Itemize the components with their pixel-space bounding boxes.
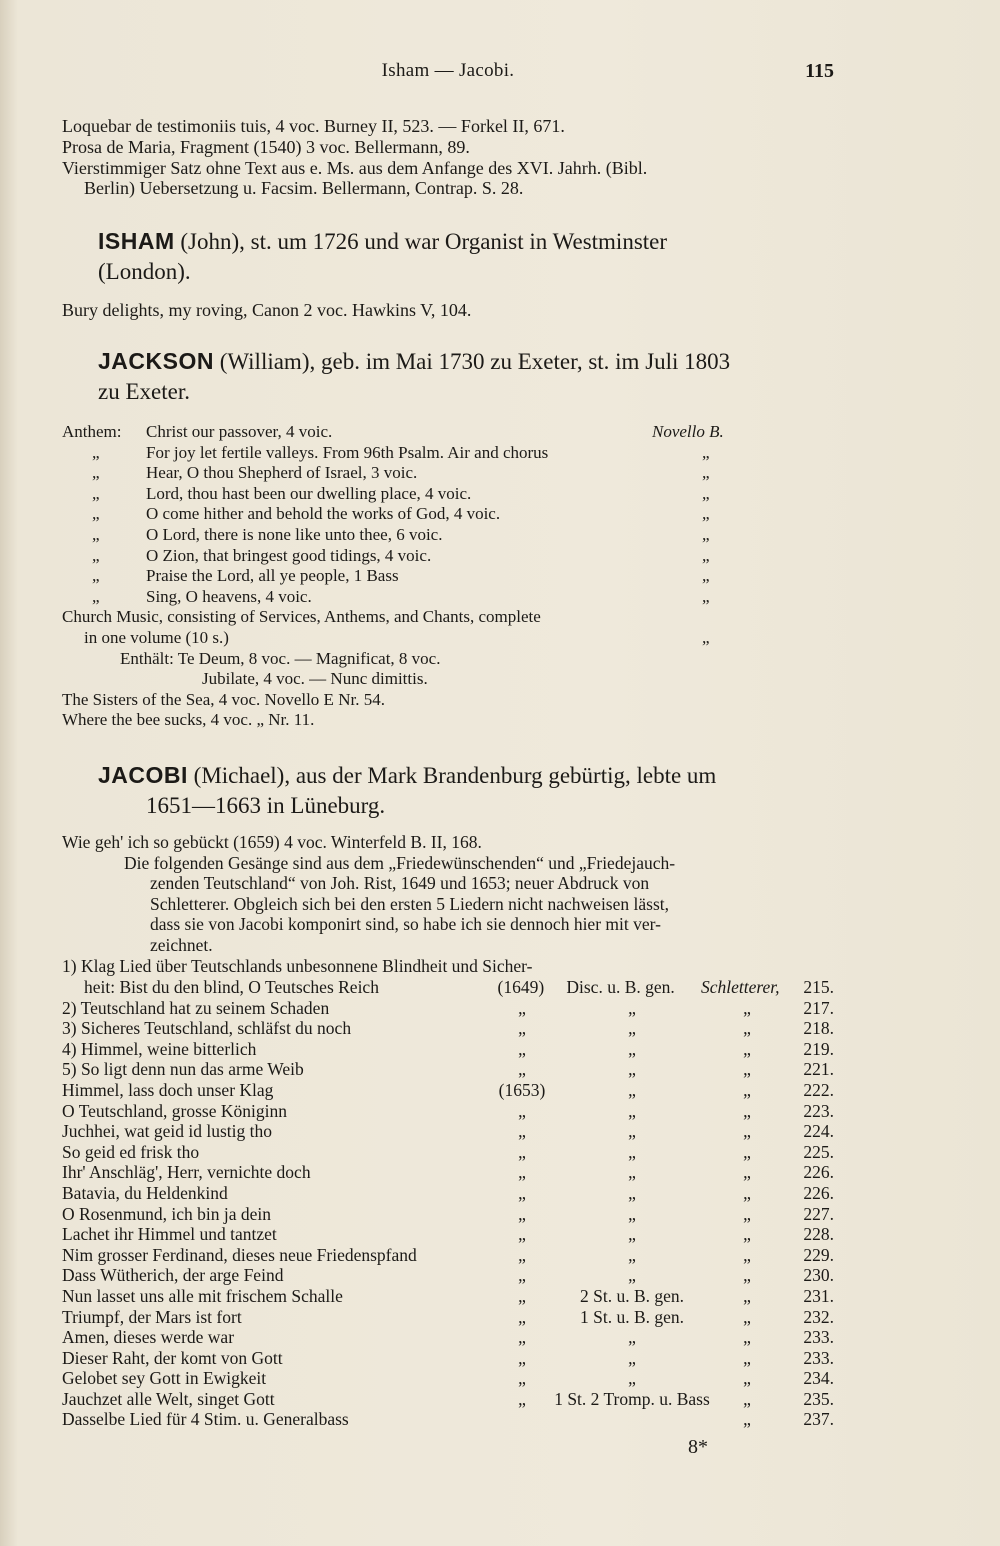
song-title: O Rosenmund, ich bin ja dein xyxy=(62,1203,272,1224)
song-year: „ xyxy=(518,1244,526,1265)
anthem-title: For joy let fertile valleys. From 96th Psalm. Air and chorus xyxy=(146,442,549,462)
list-item xyxy=(62,628,762,649)
song-voices: „ xyxy=(628,1203,636,1224)
song-title: Lachet ihr Himmel und tantzet xyxy=(62,1224,277,1245)
table-row xyxy=(62,1121,834,1142)
church-music-line: Church Music, consisting of Services, Anthems, and Chants, complete xyxy=(62,607,541,627)
song-voices: „ xyxy=(628,1224,636,1245)
table-row xyxy=(62,1162,834,1183)
anthem-lead: „ xyxy=(92,483,100,503)
table-row xyxy=(62,1245,834,1266)
song-page: 221. xyxy=(803,1059,834,1080)
song-title: So geid ed frisk tho xyxy=(62,1141,200,1162)
song-page: 224. xyxy=(803,1121,834,1142)
entry-heading xyxy=(98,346,834,377)
song-edition: „ xyxy=(743,1306,751,1327)
song-page: 223. xyxy=(803,1100,834,1121)
text-line: Loquebar de testimoniis tuis, 4 voc. Burney II, 523. — Forkel II, 671. xyxy=(62,116,565,136)
note-line: zeichnet. xyxy=(150,934,213,955)
note-line: zenden Teutschland“ von Joh. Rist, 1649 und 1653; neuer Abdruck von xyxy=(150,873,650,894)
work-line: Bury delights, my roving, Canon 2 voc. Hawkins V, 104. xyxy=(62,300,472,320)
jackson-entry xyxy=(98,346,834,407)
song-year: „ xyxy=(518,1162,526,1183)
table-row xyxy=(62,1224,834,1245)
entry-heading-line: (John), st. um 1726 und war Organist in Westminster xyxy=(180,229,668,254)
song-year: „ xyxy=(518,1182,526,1203)
entry-heading-continuation: (London). xyxy=(98,259,191,284)
table-row xyxy=(62,1409,834,1430)
list-item xyxy=(62,607,762,628)
song-edition: „ xyxy=(743,1327,751,1348)
song-page: 219. xyxy=(803,1038,834,1059)
table-row xyxy=(62,1080,834,1101)
song-voices: 1 St. 2 Tromp. u. Bass xyxy=(554,1388,710,1409)
song-page: 215. xyxy=(803,977,835,997)
list-item xyxy=(62,504,762,525)
song-year: „ xyxy=(518,997,526,1018)
song-year: „ xyxy=(518,1388,526,1409)
running-header xyxy=(62,60,834,88)
song-voices: „ xyxy=(628,1079,636,1100)
song-year xyxy=(492,1409,552,1430)
song-voices: „ xyxy=(628,1244,636,1265)
table-row xyxy=(62,1204,834,1225)
list-item xyxy=(62,546,762,567)
list-item xyxy=(62,710,762,731)
jacobi-entry xyxy=(98,760,834,821)
table-row xyxy=(62,1265,834,1286)
work-line: The Sisters of the Sea, 4 voc. Novello E Nr. 54. xyxy=(62,689,385,709)
song-title: Dasselbe Lied für 4 Stim. u. Generalbass xyxy=(62,1409,349,1430)
song-title: 4) Himmel, weine bitterlich xyxy=(62,1038,257,1059)
anthem-title: O come hither and behold the works of God, 4 voic. xyxy=(146,504,501,524)
song-edition: „ xyxy=(743,1141,751,1162)
table-row xyxy=(62,1327,834,1348)
entry-heading-line: (Michael), aus der Mark Brandenburg gebürtig, lebte um xyxy=(193,763,717,788)
table-row xyxy=(62,1368,834,1389)
list-item xyxy=(62,443,762,464)
entry-heading-line: (William), geb. im Mai 1730 zu Exeter, st. im Juli 1803 xyxy=(219,349,731,374)
table-row xyxy=(62,998,834,1019)
song-title: Amen, dieses werde war xyxy=(62,1327,235,1348)
table-row xyxy=(62,977,834,998)
song-edition: „ xyxy=(743,1224,751,1245)
running-title: Isham — Jacobi. xyxy=(381,60,515,81)
list-item xyxy=(62,649,762,670)
song-title: Nim grosser Ferdinand, dieses neue Friedenspfand xyxy=(62,1244,417,1265)
song-page: 226. xyxy=(803,1162,834,1183)
song-page: 228. xyxy=(803,1224,834,1245)
song-title: Juchhei, wat geid id lustig tho xyxy=(62,1121,272,1142)
song-voices: „ xyxy=(628,1265,636,1286)
anthem-publisher: „ xyxy=(702,463,710,483)
song-year: „ xyxy=(518,1347,526,1368)
song-title: Dieser Raht, der komt von Gott xyxy=(62,1347,283,1368)
song-year: „ xyxy=(518,1018,526,1039)
table-row xyxy=(62,1286,834,1307)
anthem-publisher: „ xyxy=(702,566,710,586)
entry-name: JACKSON xyxy=(98,348,214,374)
song-page: 234. xyxy=(803,1368,834,1389)
table-row xyxy=(62,1059,834,1080)
signature-mark: 8* xyxy=(688,1436,708,1458)
song-edition: „ xyxy=(743,1244,751,1265)
church-music-publisher: „ xyxy=(702,627,710,647)
entry-heading xyxy=(98,226,834,257)
song-year: (1649) xyxy=(497,977,545,997)
song-title: heit: Bist du den blind, O Teutsches Reich xyxy=(84,977,379,997)
jacobi-notes xyxy=(62,832,834,976)
song-title: Jauchzet alle Welt, singet Gott xyxy=(62,1388,275,1409)
song-title: Dass Wütherich, der arge Feind xyxy=(62,1265,284,1286)
song-page: 217. xyxy=(803,997,834,1018)
song-edition: „ xyxy=(743,1018,751,1039)
song-voices: „ xyxy=(628,1368,636,1389)
table-row xyxy=(62,1101,834,1122)
song-edition: „ xyxy=(743,1388,751,1409)
table-row xyxy=(62,1142,834,1163)
song-voices xyxy=(552,1409,712,1430)
anthem-lead: „ xyxy=(92,545,100,565)
song-edition: Schletterer, xyxy=(700,977,780,997)
anthem-title: Christ our passover, 4 voic. xyxy=(146,422,333,441)
table-row xyxy=(62,1183,834,1204)
song-year: „ xyxy=(518,1203,526,1224)
jacobi-song-table xyxy=(62,977,834,1430)
song-edition: „ xyxy=(743,1100,751,1121)
song-edition: „ xyxy=(743,1162,751,1183)
song-voices: 2 St. u. B. gen. xyxy=(579,1285,685,1306)
song-edition: „ xyxy=(743,1038,751,1059)
song-voices: Disc. u. B. gen. xyxy=(566,977,675,997)
song-year: „ xyxy=(518,1224,526,1245)
song-page: 233. xyxy=(803,1347,834,1368)
table-row xyxy=(62,1389,834,1410)
table-row xyxy=(62,1039,834,1060)
table-row xyxy=(62,1307,834,1328)
entry-heading-continuation: zu Exeter. xyxy=(98,379,190,404)
note-line: dass sie von Jacobi komponirt sind, so habe ich sie dennoch hier mit ver- xyxy=(150,914,661,935)
anthem-title: Hear, O thou Shepherd of Israel, 3 voic. xyxy=(146,463,418,483)
song-line: 1) Klag Lied über Teutschlands unbesonnene Blindheit und Sicher- xyxy=(62,955,533,976)
song-title: Gelobet sey Gott in Ewigkeit xyxy=(62,1368,267,1389)
song-edition: „ xyxy=(743,1121,751,1142)
anthem-publisher: „ xyxy=(702,483,710,503)
text-line: Vierstimmiger Satz ohne Text aus e. Ms. aus dem Anfange des XVI. Jahrh. (Bibl. xyxy=(62,157,648,178)
song-page: 237. xyxy=(803,1409,834,1430)
song-voices: „ xyxy=(628,1100,636,1121)
song-page: 229. xyxy=(803,1244,834,1265)
song-year: „ xyxy=(518,1059,526,1080)
song-year: „ xyxy=(518,1121,526,1142)
song-title: Ihr' Anschläg', Herr, vernichte doch xyxy=(62,1162,311,1183)
song-title: Triumpf, der Mars ist fort xyxy=(62,1306,242,1327)
song-page: 226. xyxy=(803,1182,834,1203)
song-voices: „ xyxy=(628,1347,636,1368)
entry-name: ISHAM xyxy=(98,228,175,254)
anthem-title: O Zion, that bringest good tidings, 4 voic. xyxy=(146,545,432,565)
anthem-lead: „ xyxy=(92,504,100,524)
song-page: 222. xyxy=(803,1079,834,1100)
table-row xyxy=(62,1348,834,1369)
song-title: O Teutschland, grosse Königinn xyxy=(62,1100,287,1121)
song-edition: „ xyxy=(743,1182,751,1203)
contents-line: Jubilate, 4 voc. — Nunc dimittis. xyxy=(202,669,428,689)
song-voices: „ xyxy=(628,1059,636,1080)
song-page: 227. xyxy=(803,1203,834,1224)
song-title: Nun lasset uns alle mit frischem Schalle xyxy=(62,1285,343,1306)
anthem-lead: „ xyxy=(92,586,100,606)
anthem-publisher: Novello B. xyxy=(652,422,724,441)
isham-work xyxy=(62,300,834,321)
song-voices: „ xyxy=(628,997,636,1018)
song-edition: „ xyxy=(743,1285,751,1306)
table-row xyxy=(62,1018,834,1039)
isham-entry xyxy=(98,226,834,287)
song-voices: „ xyxy=(628,1327,636,1348)
list-item xyxy=(62,566,762,587)
anthem-publisher: „ xyxy=(702,586,710,606)
song-page: 235. xyxy=(803,1388,834,1409)
list-item xyxy=(62,422,762,443)
song-year: „ xyxy=(518,1368,526,1389)
song-title: 3) Sicheres Teutschland, schläfst du noch xyxy=(62,1018,352,1039)
song-year: „ xyxy=(518,1038,526,1059)
anthem-lead: „ xyxy=(92,442,100,462)
anthem-publisher: „ xyxy=(702,504,710,524)
song-page: 225. xyxy=(803,1141,834,1162)
entry-heading xyxy=(98,760,834,791)
song-edition: „ xyxy=(743,1368,751,1389)
song-year: „ xyxy=(518,1327,526,1348)
song-edition: „ xyxy=(743,1265,751,1286)
contents-line: Enthält: Te Deum, 8 voc. — Magnificat, 8 voc. xyxy=(120,648,441,668)
anthem-title: O Lord, there is none like unto thee, 6 voic. xyxy=(146,524,443,544)
song-voices: „ xyxy=(628,1162,636,1183)
work-line: Where the bee sucks, 4 voc. „ Nr. 11. xyxy=(62,710,315,730)
song-voices: „ xyxy=(628,1018,636,1039)
song-edition: „ xyxy=(743,997,751,1018)
list-item xyxy=(62,669,762,690)
song-title: Batavia, du Heldenkind xyxy=(62,1182,228,1203)
song-page: 232. xyxy=(803,1306,834,1327)
list-item xyxy=(62,525,762,546)
work-line: Wie geh' ich so gebückt (1659) 4 voc. Winterfeld B. II, 168. xyxy=(62,832,482,852)
song-edition: „ xyxy=(743,1409,751,1430)
song-voices: „ xyxy=(628,1141,636,1162)
song-edition: „ xyxy=(743,1203,751,1224)
song-year: „ xyxy=(518,1306,526,1327)
note-line: Die folgenden Gesänge sind aus dem „Friedewünschenden“ und „Friedejauch- xyxy=(124,852,676,873)
song-page: 231. xyxy=(803,1285,834,1306)
anthem-publisher: „ xyxy=(702,545,710,565)
top-block xyxy=(62,116,834,199)
song-edition: „ xyxy=(743,1347,751,1368)
text-line: Berlin) Uebersetzung u. Facsim. Bellermann, Contrap. S. 28. xyxy=(84,178,524,199)
anthem-title: Sing, O heavens, 4 voic. xyxy=(146,586,312,606)
list-item xyxy=(62,463,762,484)
song-voices: 1 St. u. B. gen. xyxy=(579,1306,685,1327)
song-year: „ xyxy=(518,1265,526,1286)
list-item xyxy=(62,587,762,608)
anthem-title: Praise the Lord, all ye people, 1 Bass xyxy=(146,566,399,586)
song-year: „ xyxy=(518,1141,526,1162)
list-item xyxy=(62,690,762,711)
text-line: Prosa de Maria, Fragment (1540) 3 voc. Bellermann, 89. xyxy=(62,136,470,157)
list-item xyxy=(62,484,762,505)
note-line: Schletterer. Obgleich sich bei den ersten 5 Liedern nicht nachweisen lässt, xyxy=(150,893,669,914)
anthem-publisher: „ xyxy=(702,524,710,544)
anthem-title: Lord, thou hast been our dwelling place, 4 voic. xyxy=(146,483,472,503)
song-page: 233. xyxy=(803,1327,834,1348)
page-number: 115 xyxy=(805,60,834,82)
jackson-anthems xyxy=(62,422,762,731)
anthem-lead: „ xyxy=(92,524,100,544)
song-title: 5) So ligt denn nun das arme Weib xyxy=(62,1059,304,1080)
song-year: „ xyxy=(518,1285,526,1306)
song-title: 2) Teutschland hat zu seinem Schaden xyxy=(62,997,330,1018)
song-voices: „ xyxy=(628,1038,636,1059)
song-voices: „ xyxy=(628,1121,636,1142)
anthem-lead: „ xyxy=(92,566,100,586)
song-voices: „ xyxy=(628,1182,636,1203)
anthem-publisher: „ xyxy=(702,442,710,462)
church-music-line: in one volume (10 s.) xyxy=(84,627,229,647)
song-year: „ xyxy=(518,1100,526,1121)
anthem-lead: Anthem: xyxy=(62,422,122,441)
song-year: (1653) xyxy=(498,1079,546,1100)
song-edition: „ xyxy=(743,1059,751,1080)
song-page: 218. xyxy=(803,1018,834,1039)
entry-heading-continuation: 1651—1663 in Lüneburg. xyxy=(146,793,386,818)
song-edition: „ xyxy=(743,1079,751,1100)
song-title: Himmel, lass doch unser Klag xyxy=(62,1079,274,1100)
anthem-lead: „ xyxy=(92,463,100,483)
entry-name: JACOBI xyxy=(98,762,188,788)
song-page: 230. xyxy=(803,1265,834,1286)
